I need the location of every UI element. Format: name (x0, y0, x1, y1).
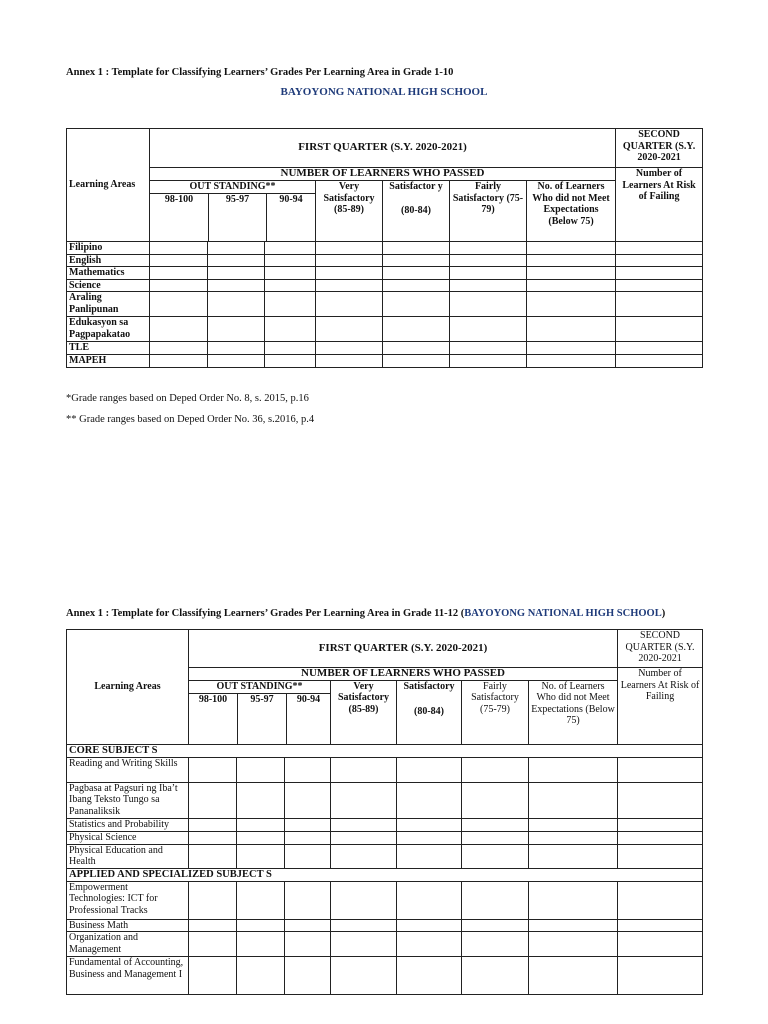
table-cell[interactable] (150, 292, 208, 317)
very-satisfactory-header: Very Satisfactory (85-89) (316, 181, 383, 242)
grades-table-grade-1-10 (66, 128, 703, 368)
table-cell[interactable] (208, 254, 265, 267)
school-name-inline: BAYOYONG NATIONAL HIGH SCHOOL (464, 608, 662, 619)
table-cell[interactable] (397, 881, 462, 919)
table-cell[interactable] (462, 831, 529, 844)
table-cell[interactable] (237, 782, 285, 818)
satisfactory-range-2: (80-84) (414, 706, 444, 717)
table-cell[interactable] (529, 932, 618, 957)
table-cell[interactable] (316, 342, 383, 355)
table-cell[interactable] (189, 818, 237, 831)
learning-area-label: English (67, 254, 150, 267)
table-row (67, 932, 703, 957)
table-cell[interactable] (529, 818, 618, 831)
table-cell[interactable] (189, 919, 237, 932)
table-cell[interactable] (150, 267, 208, 280)
satisfactory-range: (80-84) (401, 204, 431, 216)
learners-passed-header: NUMBER OF LEARNERS WHO PASSED (150, 168, 616, 181)
table-cell[interactable] (618, 881, 703, 919)
table-cell[interactable] (618, 932, 703, 957)
table-cell[interactable] (265, 279, 316, 292)
table-cell[interactable] (285, 831, 331, 844)
table-cell[interactable] (383, 254, 450, 267)
table-cell[interactable] (618, 782, 703, 818)
table-cell[interactable] (616, 355, 703, 368)
table-cell[interactable] (237, 919, 285, 932)
table-cell[interactable] (208, 242, 265, 255)
table-cell[interactable] (450, 355, 527, 368)
table-cell[interactable] (529, 844, 618, 868)
table-cell[interactable] (331, 957, 397, 995)
table-cell[interactable] (383, 267, 450, 280)
satisfactory-header-2 (397, 680, 462, 744)
table-cell[interactable] (616, 267, 703, 280)
table-cell[interactable] (285, 957, 331, 995)
table-cell[interactable] (383, 242, 450, 255)
table-cell[interactable] (285, 881, 331, 919)
table-row (67, 279, 703, 292)
second-quarter-header-2: SECOND QUARTER (S.Y. 2020-2021 (618, 630, 703, 668)
table-row (67, 317, 703, 342)
table-cell[interactable] (450, 342, 527, 355)
table-cell[interactable] (618, 919, 703, 932)
table-cell[interactable] (383, 355, 450, 368)
outstanding-group-2 (189, 680, 331, 744)
core-subject-label: Physical Science (67, 831, 189, 844)
first-quarter-header: FIRST QUARTER (S.Y. 2020-2021) (150, 129, 616, 168)
table-cell[interactable] (397, 831, 462, 844)
table-cell[interactable] (618, 831, 703, 844)
table-cell[interactable] (316, 355, 383, 368)
table-cell[interactable] (527, 254, 616, 267)
learning-area-label: Araling Panlipunan (67, 292, 150, 317)
table-cell[interactable] (527, 355, 616, 368)
fairly-satisfactory-header-2: Fairly Satisfactory (75-79) (462, 680, 529, 744)
table-cell[interactable] (189, 844, 237, 868)
table-cell[interactable] (450, 254, 527, 267)
table-row (67, 919, 703, 932)
table-cell[interactable] (189, 782, 237, 818)
table-cell[interactable] (616, 254, 703, 267)
table-cell[interactable] (616, 242, 703, 255)
table-cell[interactable] (527, 292, 616, 317)
not-meet-header-2: No. of Learners Who did not Meet Expectations (Below 75) (529, 680, 618, 744)
table-row (67, 957, 703, 995)
outstanding-group (150, 181, 316, 242)
table-cell[interactable] (397, 757, 462, 782)
table-cell[interactable] (397, 957, 462, 995)
table-cell[interactable] (316, 317, 383, 342)
table-cell[interactable] (285, 844, 331, 868)
table-cell[interactable] (397, 932, 462, 957)
table-row (67, 757, 703, 782)
table-row (67, 881, 703, 919)
not-meet-header: No. of Learners Who did not Meet Expectations (Below 75) (527, 181, 616, 242)
table-cell[interactable] (265, 242, 316, 255)
applied-subject-label: Business Math (67, 919, 189, 932)
table-cell[interactable] (189, 881, 237, 919)
table-cell[interactable] (618, 844, 703, 868)
applied-subject-label: Organization and Management (67, 932, 189, 957)
satisfactory-label-2: Satisfactory (403, 680, 455, 692)
learning-areas-header-2: Learning Areas (67, 630, 189, 745)
table-cell[interactable] (397, 818, 462, 831)
range-95-97: 95-97 (209, 194, 267, 241)
grades-table-grade-11-12 (66, 629, 703, 995)
table-cell[interactable] (316, 254, 383, 267)
table-cell[interactable] (285, 782, 331, 818)
school-name: BAYOYONG NATIONAL HIGH SCHOOL (280, 86, 488, 98)
table-cell[interactable] (237, 957, 285, 995)
satisfactory-label: Satisfactor y (389, 181, 443, 192)
table-cell[interactable] (618, 818, 703, 831)
table-cell[interactable] (265, 267, 316, 280)
outstanding-header-2: OUT STANDING** (189, 681, 330, 694)
table-cell[interactable] (616, 317, 703, 342)
table-cell[interactable] (208, 267, 265, 280)
table-cell[interactable] (616, 342, 703, 355)
table-row (67, 818, 703, 831)
table-cell[interactable] (462, 957, 529, 995)
table-cell[interactable] (265, 342, 316, 355)
table-row (67, 254, 703, 267)
table-row (67, 844, 703, 868)
table-cell[interactable] (265, 317, 316, 342)
applied-subject-label: Empowerment Technologies: ICT for Professional Tracks (67, 881, 189, 919)
table-cell[interactable] (316, 267, 383, 280)
annex-title-text: Annex 1 : Template for Classifying Learners’ Grades Per Learning Area in Grade 11-12 ( (66, 608, 465, 619)
core-subject-label: Physical Education and Health (67, 844, 189, 868)
table-cell[interactable] (383, 292, 450, 317)
table-cell[interactable] (189, 757, 237, 782)
table-cell[interactable] (462, 757, 529, 782)
applied-subjects-header: APPLIED AND SPECIALIZED SUBJECT S (67, 868, 703, 881)
footnote-2: ** Grade ranges based on Deped Order No. 36, s.2016, p.4 (66, 414, 315, 425)
table-cell[interactable] (208, 279, 265, 292)
table-cell[interactable] (265, 254, 316, 267)
table-cell[interactable] (189, 831, 237, 844)
table-cell[interactable] (618, 957, 703, 995)
table-cell[interactable] (285, 818, 331, 831)
table-cell[interactable] (150, 254, 208, 267)
learning-areas-header: Learning Areas (67, 129, 150, 242)
table-cell[interactable] (331, 818, 397, 831)
annex-title-grade-1-10: Annex 1 : Template for Classifying Learners’ Grades Per Learning Area in Grade 1-10 (66, 67, 454, 78)
table-cell[interactable] (618, 757, 703, 782)
table-cell[interactable] (331, 844, 397, 868)
table-row (67, 242, 703, 255)
table-cell[interactable] (265, 355, 316, 368)
table-cell[interactable] (150, 342, 208, 355)
fairly-satisfactory-header: Fairly Satisfactory (75-79) (450, 181, 527, 242)
table-cell[interactable] (529, 831, 618, 844)
table-cell[interactable] (616, 292, 703, 317)
table-cell[interactable] (285, 919, 331, 932)
table-cell[interactable] (462, 881, 529, 919)
table-cell[interactable] (237, 757, 285, 782)
table-cell[interactable] (527, 267, 616, 280)
at-risk-header: Number of Learners At Risk of Failing (616, 168, 703, 242)
table-row (67, 831, 703, 844)
table-cell[interactable] (265, 292, 316, 317)
table-cell[interactable] (316, 242, 383, 255)
table-row (67, 267, 703, 280)
table-cell[interactable] (208, 342, 265, 355)
table-cell[interactable] (462, 844, 529, 868)
table-cell[interactable] (150, 242, 208, 255)
learning-area-label: Mathematics (67, 267, 150, 280)
table-row (67, 292, 703, 317)
range-98-100-2: 98-100 (189, 694, 238, 744)
learning-area-label: Science (67, 279, 150, 292)
table-cell[interactable] (529, 919, 618, 932)
applied-subject-label: Fundamental of Accounting, Business and Management I (67, 957, 189, 995)
table-cell[interactable] (383, 279, 450, 292)
very-satisfactory-header-2: Very Satisfactory (85-89) (331, 680, 397, 744)
table-row (67, 342, 703, 355)
table-cell[interactable] (331, 919, 397, 932)
core-subject-label: Reading and Writing Skills (67, 757, 189, 782)
table-cell[interactable] (237, 844, 285, 868)
table-cell[interactable] (150, 355, 208, 368)
table-cell[interactable] (316, 279, 383, 292)
table-cell[interactable] (529, 782, 618, 818)
annex-title-grade-11-12 (66, 608, 665, 619)
second-quarter-header: SECOND QUARTER (S.Y. 2020-2021 (616, 129, 703, 168)
satisfactory-header (383, 181, 450, 242)
annex-title-close: ) (661, 608, 666, 619)
learners-passed-header-2: NUMBER OF LEARNERS WHO PASSED (189, 668, 618, 681)
table-cell[interactable] (397, 782, 462, 818)
table-cell[interactable] (316, 292, 383, 317)
learning-area-label: Edukasyon sa Pagpapakatao (67, 317, 150, 342)
table-cell[interactable] (237, 831, 285, 844)
table-cell[interactable] (397, 844, 462, 868)
table-cell[interactable] (462, 932, 529, 957)
table-cell[interactable] (616, 279, 703, 292)
table-cell[interactable] (237, 881, 285, 919)
table-row (67, 355, 703, 368)
table-cell[interactable] (237, 818, 285, 831)
range-95-97-2: 95-97 (238, 694, 287, 744)
table-cell[interactable] (450, 279, 527, 292)
table-cell[interactable] (331, 932, 397, 957)
table-cell[interactable] (150, 279, 208, 292)
table-cell[interactable] (331, 831, 397, 844)
footnote-1: *Grade ranges based on Deped Order No. 8, s. 2015, p.16 (66, 393, 309, 404)
table-cell[interactable] (527, 317, 616, 342)
learning-area-label: MAPEH (67, 355, 150, 368)
range-90-94-2: 90-94 (296, 693, 321, 705)
table-cell[interactable] (397, 919, 462, 932)
table-cell[interactable] (450, 317, 527, 342)
table-cell[interactable] (527, 279, 616, 292)
table-cell[interactable] (383, 317, 450, 342)
table-cell[interactable] (331, 757, 397, 782)
core-subject-label: Statistics and Probability (67, 818, 189, 831)
table-cell[interactable] (529, 957, 618, 995)
table-cell[interactable] (189, 932, 237, 957)
table-cell[interactable] (462, 782, 529, 818)
at-risk-header-2: Number of Learners At Risk of Failing (618, 668, 703, 745)
table-cell[interactable] (529, 881, 618, 919)
learning-area-label: TLE (67, 342, 150, 355)
table-row (67, 782, 703, 818)
table-cell[interactable] (331, 782, 397, 818)
table-cell[interactable] (462, 919, 529, 932)
core-subjects-header: CORE SUBJECT S (67, 744, 703, 757)
table-cell[interactable] (285, 757, 331, 782)
table-cell[interactable] (450, 242, 527, 255)
table-cell[interactable] (527, 242, 616, 255)
table-cell[interactable] (285, 932, 331, 957)
table-cell[interactable] (462, 818, 529, 831)
range-90-94: 90-94 (279, 194, 303, 205)
table-cell[interactable] (208, 355, 265, 368)
table-cell[interactable] (450, 292, 527, 317)
table-cell[interactable] (450, 267, 527, 280)
learning-area-label: Filipino (67, 242, 150, 255)
core-subject-label: Pagbasa at Pagsuri ng Iba’t Ibang Teksto Tungo sa Pananaliksik (67, 782, 189, 818)
range-98-100: 98-100 (150, 194, 209, 241)
table-cell[interactable] (383, 342, 450, 355)
outstanding-header: OUT STANDING** (150, 181, 315, 194)
table-cell[interactable] (237, 932, 285, 957)
table-cell[interactable] (208, 292, 265, 317)
table-cell[interactable] (527, 342, 616, 355)
table-cell[interactable] (208, 317, 265, 342)
table-cell[interactable] (150, 317, 208, 342)
table-cell[interactable] (189, 957, 237, 995)
first-quarter-header-2: FIRST QUARTER (S.Y. 2020-2021) (189, 630, 618, 668)
table-cell[interactable] (331, 881, 397, 919)
table-cell[interactable] (529, 757, 618, 782)
